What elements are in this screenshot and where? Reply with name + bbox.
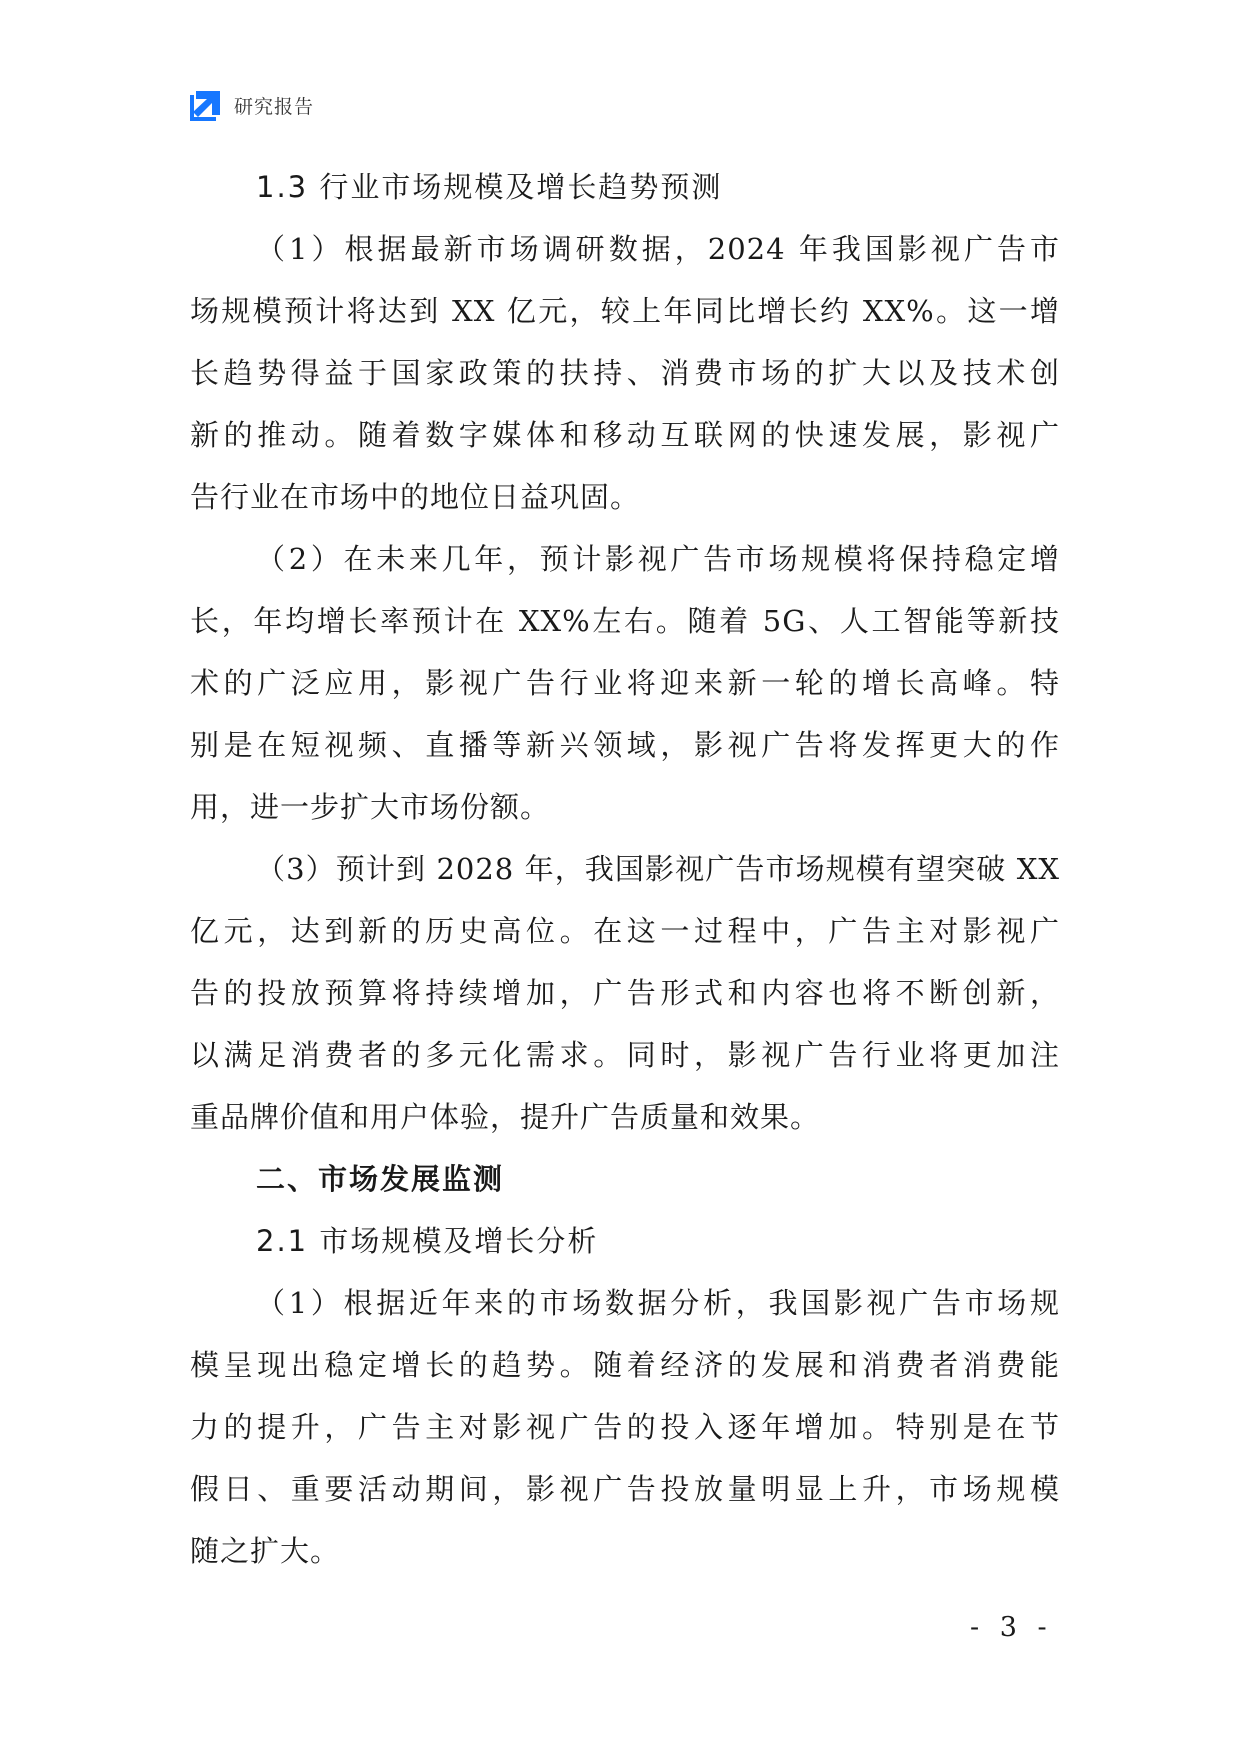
paragraph-line: 术的广泛应用，影视广告行业将迎来新一轮的增长高峰。特 [190, 666, 1060, 700]
section-heading-2: 二、市场发展监测 [256, 1162, 505, 1196]
section-heading-1-3: 1.3 行业市场规模及增长趋势预测 [256, 170, 723, 204]
paragraph-line: 模呈现出稳定增长的趋势。随着经济的发展和消费者消费能 [190, 1348, 1060, 1382]
paragraph-line: 长趋势得益于国家政策的扶持、消费市场的扩大以及技术创 [190, 356, 1060, 390]
document-body [190, 156, 1060, 1582]
paragraph-line: 假日、重要活动期间，影视广告投放量明显上升，市场规模 [190, 1472, 1060, 1506]
paragraph-line: 亿元，达到新的历史高位。在这一过程中，广告主对影视广 [190, 914, 1060, 948]
paragraph-line: 告行业在市场中的地位日益巩固。 [190, 480, 641, 514]
paragraph-line: （1）根据最新市场调研数据，2024 年我国影视广告市 [256, 232, 1060, 266]
paragraph-2-1-1 [190, 1272, 1060, 1582]
paragraph-line: （2）在未来几年，预计影视广告市场规模将保持稳定增 [256, 542, 1060, 576]
page-number: - 3 - [970, 1612, 1053, 1643]
paragraph-line: 重品牌价值和用户体验，提升广告质量和效果。 [190, 1100, 821, 1134]
header-label: 研究报告 [234, 95, 315, 118]
paragraph-line: 场规模预计将达到 XX 亿元，较上年同比增长约 XX%。这一增 [190, 294, 1060, 328]
section-heading-2-1: 2.1 市场规模及增长分析 [256, 1224, 599, 1258]
paragraph-line: 随之扩大。 [190, 1534, 341, 1568]
paragraph-line: 以满足消费者的多元化需求。同时，影视广告行业将更加注 [190, 1038, 1060, 1072]
report-header [190, 88, 314, 122]
paragraph-line: 新的推动。随着数字媒体和移动互联网的快速发展，影视广 [190, 418, 1060, 452]
paragraph-line: 别是在短视频、直播等新兴领域，影视广告将发挥更大的作 [190, 728, 1060, 762]
paragraph-1-3-3 [190, 838, 1060, 1148]
paragraph-1-3-1 [190, 218, 1060, 528]
paragraph-line: 长，年均增长率预计在 XX%左右。随着 5G、人工智能等新技 [190, 604, 1060, 638]
paragraph-line: 用，进一步扩大市场份额。 [190, 790, 551, 824]
paragraph-line: （1）根据近年来的市场数据分析，我国影视广告市场规 [256, 1286, 1060, 1320]
arrow-up-right-icon [190, 89, 222, 121]
paragraph-line: 告的投放预算将持续增加，广告形式和内容也将不断创新， [190, 976, 1060, 1010]
paragraph-line: （3）预计到 2028 年，我国影视广告市场规模有望突破 XX [256, 852, 1060, 886]
paragraph-line: 力的提升，广告主对影视广告的投入逐年增加。特别是在节 [190, 1410, 1060, 1444]
paragraph-1-3-2 [190, 528, 1060, 838]
